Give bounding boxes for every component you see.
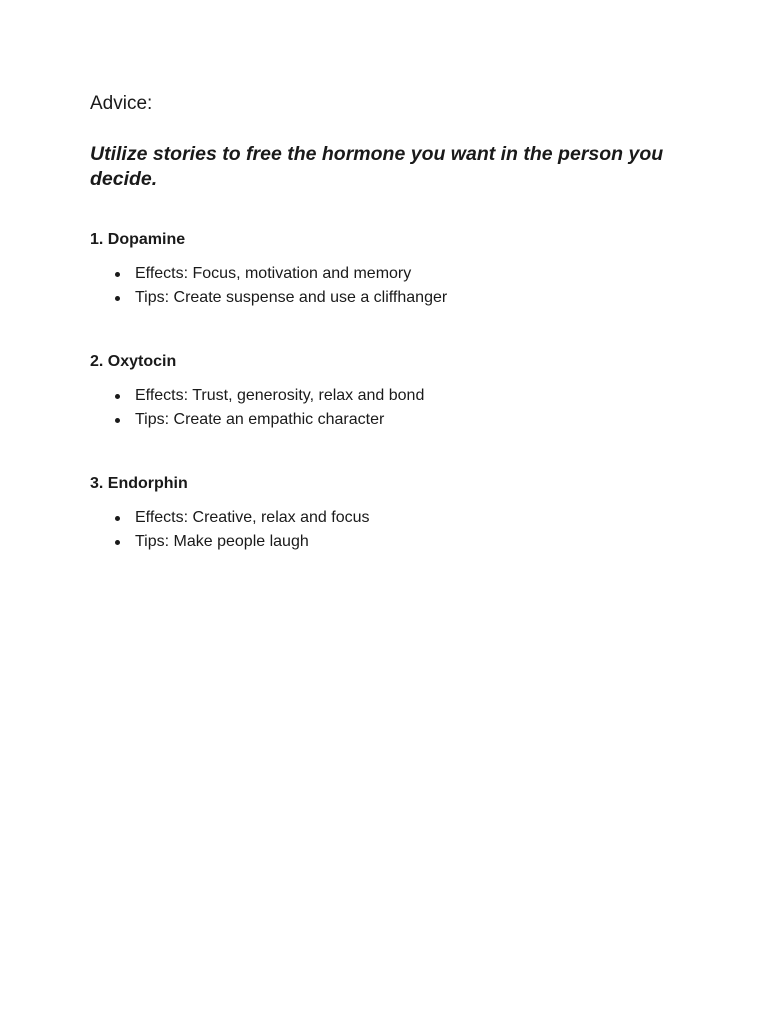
list-item bbox=[90, 530, 690, 554]
section-endorphin bbox=[90, 474, 690, 554]
bullet-list bbox=[90, 506, 690, 554]
document-page bbox=[90, 92, 690, 554]
bullet-icon bbox=[115, 394, 120, 399]
list-item-text: Effects: Creative, relax and focus bbox=[135, 509, 370, 526]
list-item-text: Effects: Trust, generosity, relax and bond bbox=[135, 387, 425, 404]
section-title: 1. Dopamine bbox=[90, 231, 186, 248]
list-item bbox=[90, 286, 690, 310]
bullet-list bbox=[90, 262, 690, 310]
list-item bbox=[90, 262, 690, 286]
advice-label: Advice: bbox=[90, 93, 153, 114]
section-oxytocin bbox=[90, 352, 690, 432]
bullet-icon bbox=[115, 516, 120, 521]
list-item bbox=[90, 408, 690, 432]
list-item-text: Tips: Make people laugh bbox=[135, 533, 309, 550]
section-title: 3. Endorphin bbox=[90, 475, 188, 492]
list-item-text: Tips: Create an empathic character bbox=[135, 411, 385, 428]
section-dopamine bbox=[90, 230, 690, 310]
list-item-text: Tips: Create suspense and use a cliffhanger bbox=[135, 289, 448, 306]
bullet-icon bbox=[115, 540, 120, 545]
headline: Utilize stories to free the hormone you want in the person you decide. bbox=[90, 143, 664, 190]
bullet-icon bbox=[115, 418, 120, 423]
bullet-list bbox=[90, 384, 690, 432]
bullet-icon bbox=[115, 272, 120, 277]
section-title: 2. Oxytocin bbox=[90, 353, 177, 370]
list-item bbox=[90, 384, 690, 408]
list-item-text: Effects: Focus, motivation and memory bbox=[135, 265, 412, 282]
bullet-icon bbox=[115, 296, 120, 301]
list-item bbox=[90, 506, 690, 530]
